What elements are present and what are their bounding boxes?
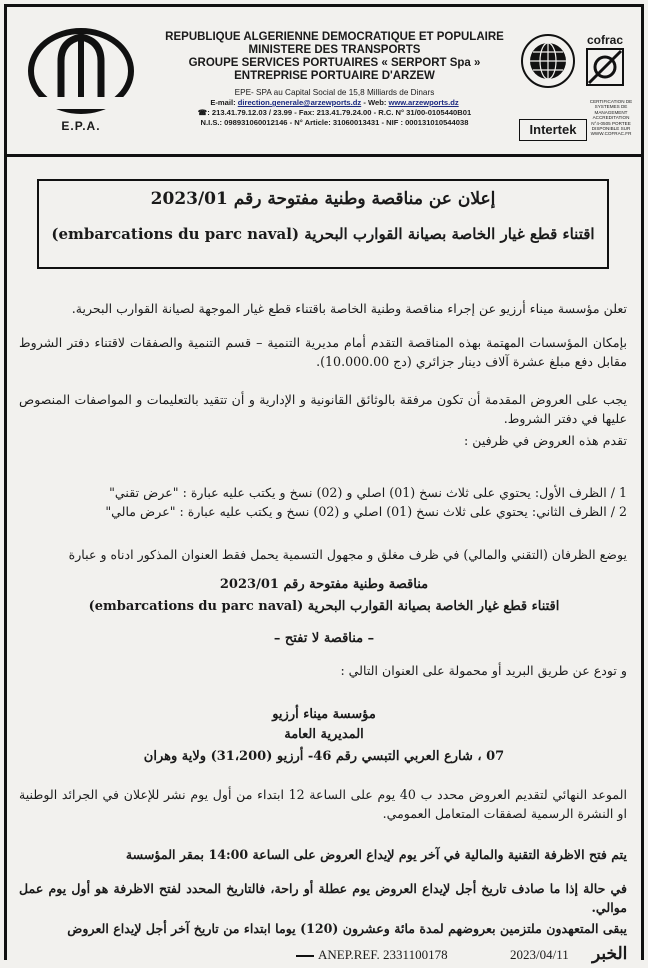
footer-rule bbox=[296, 955, 314, 957]
cofrac-note: CERTIFICATION DE SYSTEMES DE MANAGEMENT ACCREDITATION N°4-0505 PORTEE DISPONIBLE SUR WWW.COFRAC.FR bbox=[589, 99, 633, 137]
address-line-3: 07 ، شارع العربي التبسي رقم 46- أرزيو (31،200) ولاية وهران bbox=[143, 749, 505, 764]
ministry-line: MINISTERE DES TRANSPORTS bbox=[248, 44, 421, 56]
envelope-title: مناقصة وطنية مفتوحة رقم 2023/01 bbox=[219, 577, 429, 592]
publication-date: 2023/04/11 bbox=[510, 947, 569, 962]
epa-logo bbox=[21, 27, 141, 137]
deadline-paragraph: الموعد النهائي لتقديم العروض محدد ب 40 يوم على الساعة 12 ابتداء من أول يوم نشر للإعلان في الجرائد الوطنية او النشرة الرسمية لصفقات المتعامل العمومي. bbox=[19, 787, 627, 821]
delivery-paragraph: و تودع عن طريق البريد أو محمولة على العنوان التالي : bbox=[340, 663, 627, 678]
envelopes-intro: تقدم هذه العروض في ظرفين : bbox=[464, 433, 627, 448]
holiday-paragraph: في حالة إذا ما صادف تاريخ أجل لإيداع العروض يوم عطلة أو راحة، فالتاريخ المحدد لفتح الاظرفة هو أول يوم عمل موالي. bbox=[19, 881, 627, 915]
do-not-open-note: – مناقصة لا تفتح – bbox=[273, 631, 375, 646]
announcement-title-box bbox=[37, 179, 609, 269]
footer bbox=[0, 944, 648, 968]
validity-paragraph: يبقى المتعهدون ملتزمين بعروضهم لمدة مائة وعشرون (120) يوما ابتداء من تاريخ آخر أجل لإيداع العروض bbox=[67, 921, 627, 936]
requirements-paragraph: يجب على العروض المقدمة أن تكون مرفقة بالوثائق القانونية و الإدارية و أن تتقيد بالتعليمات و المواصفات المنصوص عليها في دفتر الشروط. bbox=[19, 392, 627, 426]
opening-paragraph: يتم فتح الاظرفة التقنية والمالية في آخر يوم لإيداع العروض على الساعة 14:00 بمقر المؤسسة bbox=[125, 847, 627, 862]
web-label: - Web: bbox=[361, 98, 389, 107]
envelope-technical: 1 / الظرف الأول: يحتوي على ثلاث نسخ (01) اصلي و (02) نسخ و يكتب عليه عبارة : "عرض تقني" bbox=[109, 485, 627, 500]
announcement-subject: اقتناء قطع غيار الخاصة بصيانة القوارب البحرية (embarcations du parc naval) bbox=[51, 225, 595, 243]
address-line-2: المديرية العامة bbox=[284, 727, 364, 742]
group-line: GROUPE SERVICES PORTUAIRES « SERPORT Spa » bbox=[188, 57, 481, 69]
address-line-1: مؤسسة ميناء أرزيو bbox=[272, 707, 376, 722]
capital-line: EPE- SPA au Capital Social de 15,8 Milliards de Dinars bbox=[234, 88, 435, 97]
republic-line: REPUBLIQUE ALGERIENNE DEMOCRATIQUE ET POPULAIRE bbox=[165, 31, 504, 43]
globe-certification-icon bbox=[519, 33, 577, 89]
letterhead-text bbox=[157, 31, 512, 128]
envelope-financial: 2 / الظرف الثاني: يحتوي على ثلاث نسخ (01) اصلي و (02) نسخ و يكتب عليه عبارة : "عرض مالي" bbox=[105, 504, 627, 519]
sealing-paragraph: يوضع الظرفان (التقني والمالي) في ظرف مغلق و مجهول التسمية يحمل فقط العنوان المذكور ادناه و عبارة bbox=[68, 547, 627, 562]
cofrac-badge-icon bbox=[581, 33, 629, 93]
web-link[interactable]: www.arzewports.dz bbox=[388, 98, 459, 107]
announcement-title: إعلان عن مناقصة وطنية مفتوحة رقم 2023/01 bbox=[150, 189, 496, 209]
phone-line: ☎: 213.41.79.12.03 / 23.99 - Fax: 213.41.79.24.00 - R.C. N° 31/00-0105440B01 bbox=[197, 108, 472, 117]
logo-caption: E.P.A. bbox=[61, 119, 101, 133]
newspaper-brand: الخبر bbox=[592, 944, 628, 964]
email-link[interactable]: direction.generale@arzewports.dz bbox=[237, 98, 362, 107]
notice-page bbox=[4, 4, 644, 960]
letterhead bbox=[7, 7, 641, 157]
nis-line: N.I.S.: 098931060012146 - N° Article: 31060013431 - NIF : 000131010544038 bbox=[200, 118, 469, 127]
intro-paragraph: تعلن مؤسسة ميناء أرزيو عن إجراء مناقصة وطنية الخاصة باقتناء قطع غيار الموجهة لصيانة القوارب البحرية. bbox=[71, 301, 627, 316]
company-line: ENTREPRISE PORTUAIRE D'ARZEW bbox=[234, 70, 435, 82]
anep-reference: ANEP.REF. 2331100178 bbox=[318, 947, 448, 962]
email-label: E-mail: bbox=[210, 98, 238, 107]
intertek-badge: Intertek bbox=[519, 119, 587, 141]
cofrac-label: cofrac bbox=[586, 33, 624, 47]
envelope-subject: اقتناء قطع غيار الخاصة بصيانة القوارب البحرية (embarcations du parc naval) bbox=[88, 599, 560, 614]
epa-logo-icon bbox=[21, 27, 141, 119]
specs-paragraph: بإمكان المؤسسات المهتمة بهذه المناقصة التقدم أمام مديرية التنمية – قسم التنمية والصفقات لاقتناء دفتر الشروط مقابل دفع مبلغ عشرة آلاف دينار جزائري (دج 10.000.00). bbox=[19, 335, 627, 369]
contact-line bbox=[157, 98, 512, 108]
